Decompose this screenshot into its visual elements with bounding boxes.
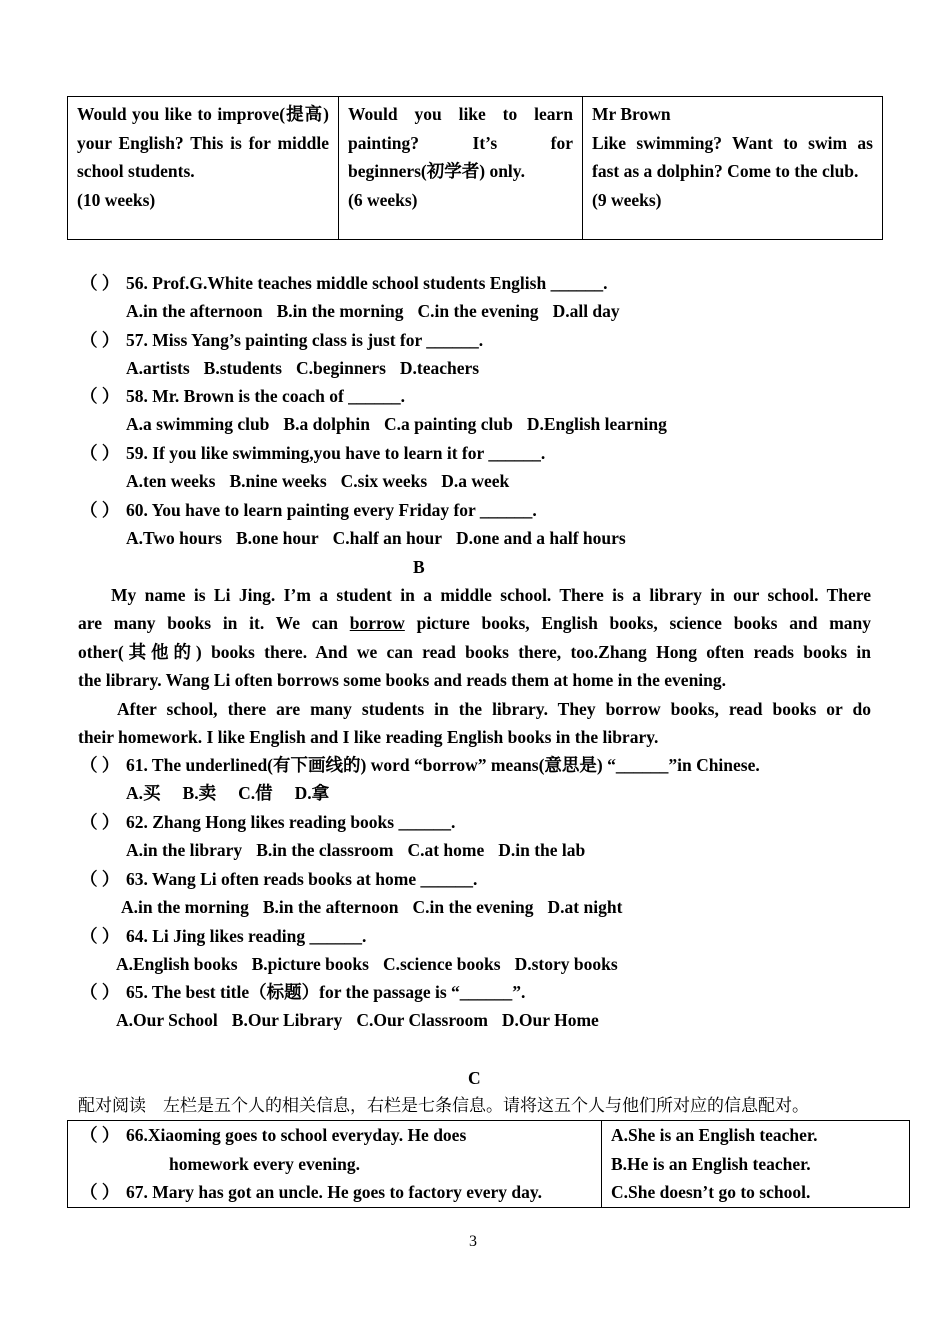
answer-blank: （ ） <box>80 869 120 889</box>
question-text: 65. The best title（标题）for the passage is “______”. <box>126 982 526 1002</box>
question-65 <box>80 978 525 1006</box>
question-text: 63. Wang Li often reads books at home ______. <box>126 869 478 889</box>
passage-line: After school, there are many students in the library. They borrow books, read books or do <box>117 698 871 719</box>
question-text: 62. Zhang Hong likes reading books ______. <box>126 812 456 832</box>
option-c: C.half an hour <box>332 528 443 548</box>
question-57 <box>80 326 483 354</box>
ads-table <box>67 96 883 240</box>
options-62 <box>126 836 599 864</box>
match-item-text: 66.Xiaoming goes to school everyday. He does <box>126 1125 467 1145</box>
options-60 <box>126 524 640 552</box>
ad-swimming-text: Like swimming? Want to swim as fast as a dolphin? Come to the club. <box>592 132 873 181</box>
ad-swimming-duration: (9 weeks) <box>592 189 662 210</box>
question-63 <box>80 865 477 893</box>
option-c: C.in the evening <box>417 301 539 321</box>
passage-line: other(其他的) books there. And we can read books there, too.Zhang Hong often reads books in <box>78 641 871 662</box>
answer-blank: （ ） <box>80 1182 120 1202</box>
matching-right-column <box>602 1121 910 1208</box>
question-64 <box>80 922 366 950</box>
question-61 <box>80 751 760 779</box>
page-number: 3 <box>469 1233 477 1250</box>
option-d: D.in the lab <box>498 840 586 860</box>
options-63 <box>121 893 636 921</box>
options-58 <box>126 410 681 438</box>
option-b: B.one hour <box>235 528 319 548</box>
option-c: C.science books <box>382 954 501 974</box>
passage-line: their homework. I like English and I like reading English books in the library. <box>78 727 659 748</box>
ad-english <box>68 97 339 240</box>
option-a: A.Two hours <box>126 528 222 548</box>
answer-blank: （ ） <box>80 812 120 832</box>
option-c: C.beginners <box>295 358 386 378</box>
match-item-66-cont: homework every evening. <box>169 1153 361 1174</box>
options-61 <box>126 779 343 807</box>
option-d: D.story books <box>514 954 618 974</box>
option-a: A.in the library <box>126 840 243 860</box>
passage-b <box>78 581 871 751</box>
option-a: A.English books <box>116 954 238 974</box>
match-item-67 <box>80 1178 592 1207</box>
question-text: 58. Mr. Brown is the coach of ______. <box>126 386 406 406</box>
option-b: B.in the afternoon <box>262 897 399 917</box>
question-56 <box>80 269 607 297</box>
option-b: B.nine weeks <box>229 471 327 491</box>
passage-line: My name is Li Jing. I’m a student in a middle school. There is a library in our school. There <box>111 585 871 605</box>
answer-blank: （ ） <box>80 926 120 946</box>
option-c: C.a painting club <box>384 414 513 434</box>
option-a: A.a swimming club <box>126 414 270 434</box>
option-a: A.ten weeks <box>126 471 216 491</box>
option-c: C.Our Classroom <box>356 1010 488 1030</box>
matching-table <box>67 1120 910 1208</box>
option-b: B.students <box>203 358 282 378</box>
option-d: D.teachers <box>399 358 480 378</box>
matching-left-column <box>68 1121 602 1208</box>
options-59 <box>126 467 523 495</box>
options-65 <box>116 1006 613 1034</box>
question-58 <box>80 382 405 410</box>
option-a: A.Our School <box>116 1010 218 1030</box>
ad-english-duration: (10 weeks) <box>77 189 156 210</box>
option-d: D.a week <box>441 471 510 491</box>
ad-painting <box>339 97 583 240</box>
question-59 <box>80 439 545 467</box>
section-c-instructions: 配对阅读 左栏是五个人的相关信息，右栏是七条信息。请将这五个人与他们所对应的信息配对。 <box>78 1096 809 1115</box>
question-62 <box>80 808 455 836</box>
option-b: B.Our Library <box>231 1010 343 1030</box>
answer-blank: （ ） <box>80 443 120 463</box>
options-56 <box>126 297 634 325</box>
option-c: C.借 <box>238 783 273 803</box>
ad-swimming-name: Mr Brown <box>592 104 671 124</box>
option-b: B.picture books <box>251 954 369 974</box>
option-b: B.in the classroom <box>256 840 394 860</box>
option-a: A.artists <box>126 358 190 378</box>
answer-blank: （ ） <box>80 1125 120 1145</box>
answer-blank: （ ） <box>80 755 120 775</box>
answer-blank: （ ） <box>80 330 120 350</box>
section-c-heading: C <box>468 1068 481 1088</box>
answer-blank: （ ） <box>80 982 120 1002</box>
answer-blank: （ ） <box>80 386 120 406</box>
question-text: 57. Miss Yang’s painting class is just for ______. <box>126 330 484 350</box>
ad-painting-duration: (6 weeks) <box>348 189 418 210</box>
question-60 <box>80 496 537 524</box>
question-text: 64. Li Jing likes reading ______. <box>126 926 367 946</box>
option-a: A.in the afternoon <box>126 301 263 321</box>
option-c: C.in the evening <box>412 897 534 917</box>
section-b-heading: B <box>413 557 425 577</box>
option-d: D.at night <box>547 897 623 917</box>
match-item-66 <box>80 1121 592 1150</box>
passage-line <box>78 609 871 637</box>
match-option-a: A.She is an English teacher. <box>611 1125 818 1145</box>
option-a: A.买 <box>126 783 161 803</box>
option-d: D.one and a half hours <box>456 528 626 548</box>
underlined-word: borrow <box>349 613 405 634</box>
ad-swimming <box>583 97 883 240</box>
option-c: C.at home <box>407 840 485 860</box>
passage-text: picture books, English books, science books and many <box>404 613 872 634</box>
option-b: B.卖 <box>182 783 217 803</box>
option-b: B.in the morning <box>276 301 404 321</box>
passage-text: are many books in it. We can <box>78 613 350 634</box>
ad-english-text: Would you like to improve(提高) your English? This is for middle school students. <box>77 104 329 181</box>
option-b: B.a dolphin <box>283 414 370 434</box>
question-text: 61. The underlined(有下画线的) word “borrow” means(意思是) “______”in Chinese. <box>126 755 760 775</box>
answer-blank: （ ） <box>80 273 120 293</box>
option-a: A.in the morning <box>121 897 249 917</box>
question-text: 60. You have to learn painting every Friday for ______. <box>126 500 537 520</box>
question-text: 56. Prof.G.White teaches middle school students English ______. <box>126 273 608 293</box>
question-text: 59. If you like swimming,you have to learn it for ______. <box>126 443 546 463</box>
options-64 <box>116 950 632 978</box>
option-d: D.all day <box>552 301 620 321</box>
option-d: D.Our Home <box>501 1010 599 1030</box>
option-d: D.拿 <box>294 783 330 803</box>
option-d: D.English learning <box>526 414 667 434</box>
match-option-c: C.She doesn’t go to school. <box>611 1182 811 1202</box>
match-option-b: B.He is an English teacher. <box>611 1153 811 1174</box>
options-57 <box>126 354 493 382</box>
answer-blank: （ ） <box>80 500 120 520</box>
match-item-text: 67. Mary has got an uncle. He goes to factory every day. <box>126 1182 543 1202</box>
option-c: C.six weeks <box>340 471 428 491</box>
ad-painting-text: Would you like to learn painting? It’s for beginners(初学者) only. <box>348 104 573 181</box>
passage-line: the library. Wang Li often borrows some books and reads them at home in the evening. <box>78 670 727 691</box>
